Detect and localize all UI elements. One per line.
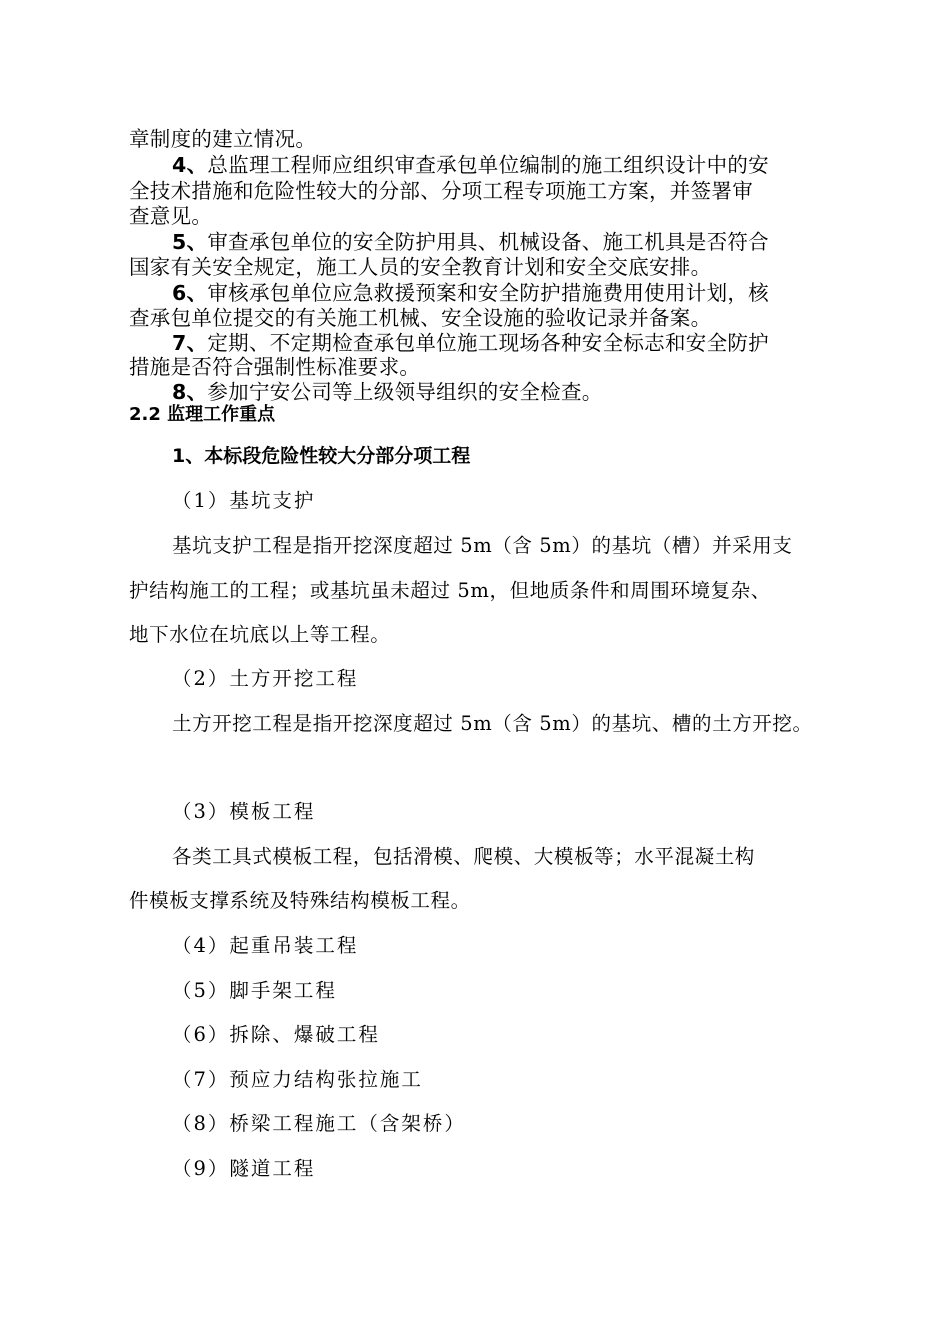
item-heading-2: （2）土方开挖工程 [172,667,359,690]
paragraph-line: 各类工具式模板工程，包括滑模、爬模、大模板等；水平混凝土构 [172,845,755,868]
item-number: 6、 [172,281,208,305]
text-line: 措施是否符合强制性标准要求。 [129,355,421,379]
item-number: 5、 [172,230,208,254]
text-line: 章制度的建立情况。 [129,127,317,151]
section-heading: 2.2 监理工作重点 [129,404,276,425]
item-heading-7: （7）预应力结构张拉施工 [172,1068,423,1091]
item-number: 4、 [172,153,208,177]
item-heading-9: （9）隧道工程 [172,1157,316,1180]
numbered-item-8: 8、参加宁安公司等上级领导组织的安全检查。 [172,380,603,404]
item-heading-3: （3）模板工程 [172,800,316,823]
paragraph-line: 基坑支护工程是指开挖深度超过 5m（含 5m）的基坑（槽）并采用支 [172,534,793,557]
item-number: 7、 [172,331,208,355]
item-heading-8: （8）桥梁工程施工（含架桥） [172,1112,466,1135]
item-heading-6: （6）拆除、爆破工程 [172,1023,380,1046]
text-line: 全技术措施和危险性较大的分部、分项工程专项施工方案，并签署审 [129,179,753,203]
paragraph-line: 护结构施工的工程；或基坑虽未超过 5m，但地质条件和周围环境复杂、 [129,579,771,602]
text-line: 查承包单位提交的有关施工机械、安全设施的验收记录并备案。 [129,306,712,330]
numbered-item-7: 7、定期、不定期检查承包单位施工现场各种安全标志和安全防护 [172,331,769,355]
item-heading-5: （5）脚手架工程 [172,979,337,1002]
paragraph-line: 地下水位在坑底以上等工程。 [129,623,391,646]
numbered-item-6: 6、审核承包单位应急救援预案和安全防护措施费用使用计划，核 [172,281,769,305]
text-line: 国家有关安全规定，施工人员的安全教育计划和安全交底安排。 [129,255,712,279]
subsection-heading: 1、本标段危险性较大分部分项工程 [172,445,471,467]
item-heading-4: （4）起重吊装工程 [172,934,359,957]
paragraph-line: 土方开挖工程是指开挖深度超过 5m（含 5m）的基坑、槽的土方开挖。 [172,712,813,735]
numbered-item-4: 4、总监理工程师应组织审查承包单位编制的施工组织设计中的安 [172,153,769,177]
numbered-item-5: 5、审查承包单位的安全防护用具、机械设备、施工机具是否符合 [172,230,769,254]
paragraph-line: 件模板支撑系统及特殊结构模板工程。 [129,889,471,912]
item-heading-1: （1）基坑支护 [172,489,316,512]
item-number: 8、 [172,380,208,404]
text-line: 查意见。 [129,204,213,228]
